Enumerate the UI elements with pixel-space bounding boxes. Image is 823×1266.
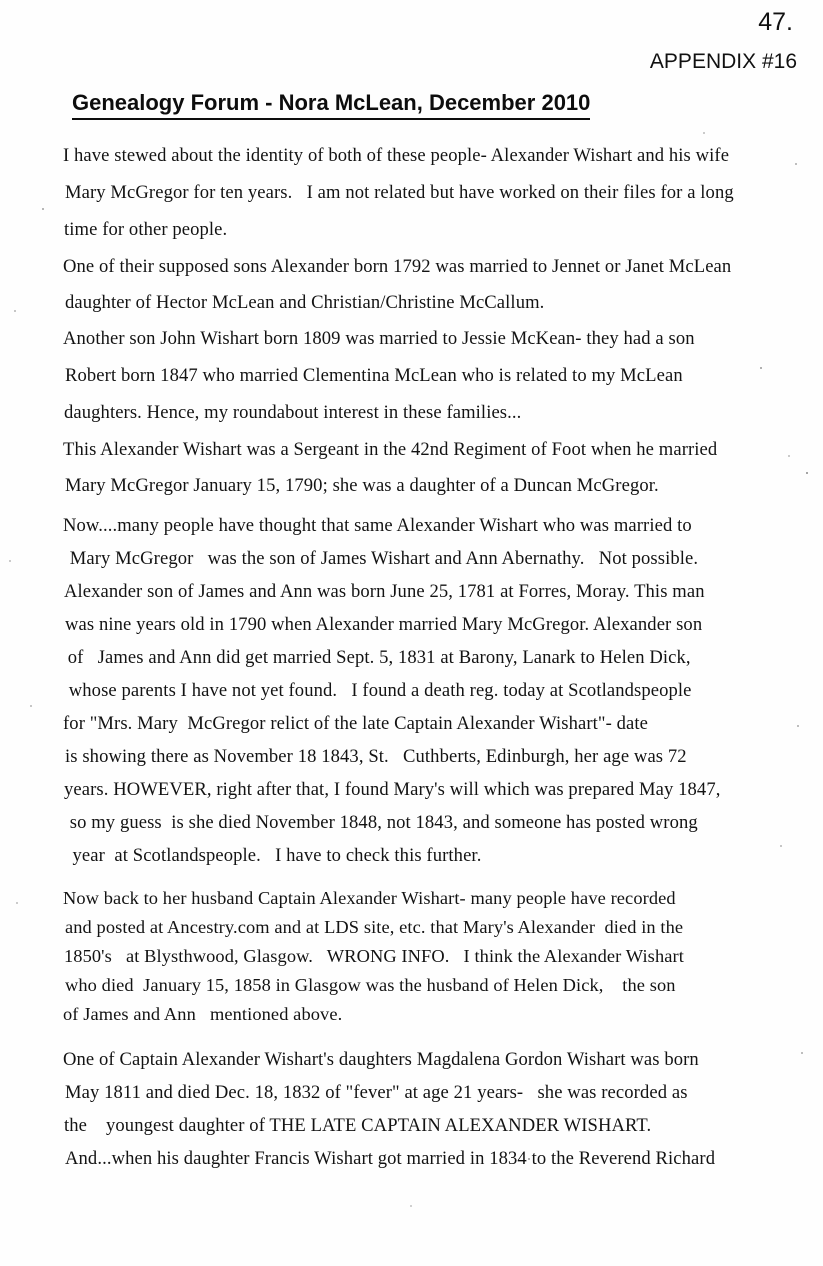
appendix-label: APPENDIX #16 <box>649 50 797 73</box>
text-line: of James and Ann mentioned above. <box>63 1004 343 1024</box>
text-line: Another son John Wishart born 1809 was married to Jessie McKean- they had a son <box>63 328 695 349</box>
scan-noise-artifact <box>0 0 2 2</box>
text-line: year at Scotlandspeople. I have to check this further. <box>63 845 482 866</box>
text-line: daughters. Hence, my roundabout interest in these families... <box>64 402 522 423</box>
paragraph <box>63 320 803 431</box>
text-line: who died January 15, 1858 in Glasgow was the husband of Helen Dick, the son <box>65 975 676 995</box>
text-line: One of their supposed sons Alexander born 1792 was married to Jennet or Janet McLean <box>63 256 732 277</box>
paragraph <box>63 509 803 872</box>
text-line: This Alexander Wishart was a Sergeant in the 42nd Regiment of Foot when he married <box>63 439 718 460</box>
text-line: I have stewed about the identity of both of these people- Alexander Wishart and his wife <box>63 145 730 166</box>
text-line: And...when his daughter Francis Wishart got married in 1834 to the Reverend Richard <box>65 1148 716 1169</box>
paragraph <box>63 432 803 504</box>
text-line: was nine years old in 1790 when Alexander married Mary McGregor. Alexander son <box>65 614 703 635</box>
text-line: May 1811 and died Dec. 18, 1832 of "fever" at age 21 years- she was recorded as <box>65 1082 688 1103</box>
text-line: Robert born 1847 who married Clementina McLean who is related to my McLean <box>65 365 683 386</box>
text-line: is showing there as November 18 1843, St. Cuthberts, Edinburgh, her age was 72 <box>65 746 687 767</box>
text-line: 1850's at Blysthwood, Glasgow. WRONG INFO. I think the Alexander Wishart <box>64 946 684 966</box>
text-line: for "Mrs. Mary McGregor relict of the late Captain Alexander Wishart"- date <box>63 713 648 734</box>
text-line: of James and Ann did get married Sept. 5, 1831 at Barony, Lanark to Helen Dick, <box>63 647 691 668</box>
document-title: Genealogy Forum - Nora McLean, December 2010 <box>72 90 590 120</box>
paragraph <box>63 884 803 1029</box>
text-line: whose parents I have not yet found. I found a death reg. today at Scotlandspeople <box>64 680 692 701</box>
text-line: One of Captain Alexander Wishart's daughters Magdalena Gordon Wishart was born <box>63 1049 699 1070</box>
paragraph <box>63 249 803 321</box>
text-line: Mary McGregor for ten years. I am not related but have worked on their files for a long <box>65 182 734 203</box>
document-body <box>63 137 803 1175</box>
text-line: time for other people. <box>64 219 228 240</box>
text-line: Now....many people have thought that same Alexander Wishart who was married to <box>63 515 692 536</box>
text-line: and posted at Ancestry.com and at LDS site, etc. that Mary's Alexander died in the <box>65 917 684 937</box>
text-line: Now back to her husband Captain Alexander Wishart- many people have recorded <box>63 888 676 908</box>
page-number: 47. <box>758 8 793 36</box>
paragraph <box>63 1043 803 1175</box>
text-line: Mary McGregor January 15, 1790; she was a daughter of a Duncan McGregor. <box>65 475 659 496</box>
text-line: Alexander son of James and Ann was born June 25, 1781 at Forres, Moray. This man <box>64 581 705 602</box>
text-line: daughter of Hector McLean and Christian/Christine McCallum. <box>65 292 545 313</box>
paragraph <box>63 137 803 248</box>
text-line: Mary McGregor was the son of James Wishart and Ann Abernathy. Not possible. <box>65 548 699 569</box>
text-line: the youngest daughter of THE LATE CAPTAIN ALEXANDER WISHART. <box>64 1115 652 1136</box>
text-line: years. HOWEVER, right after that, I found Mary's will which was prepared May 1847, <box>64 779 721 800</box>
text-line: so my guess is she died November 1848, not 1843, and someone has posted wrong <box>65 812 698 833</box>
